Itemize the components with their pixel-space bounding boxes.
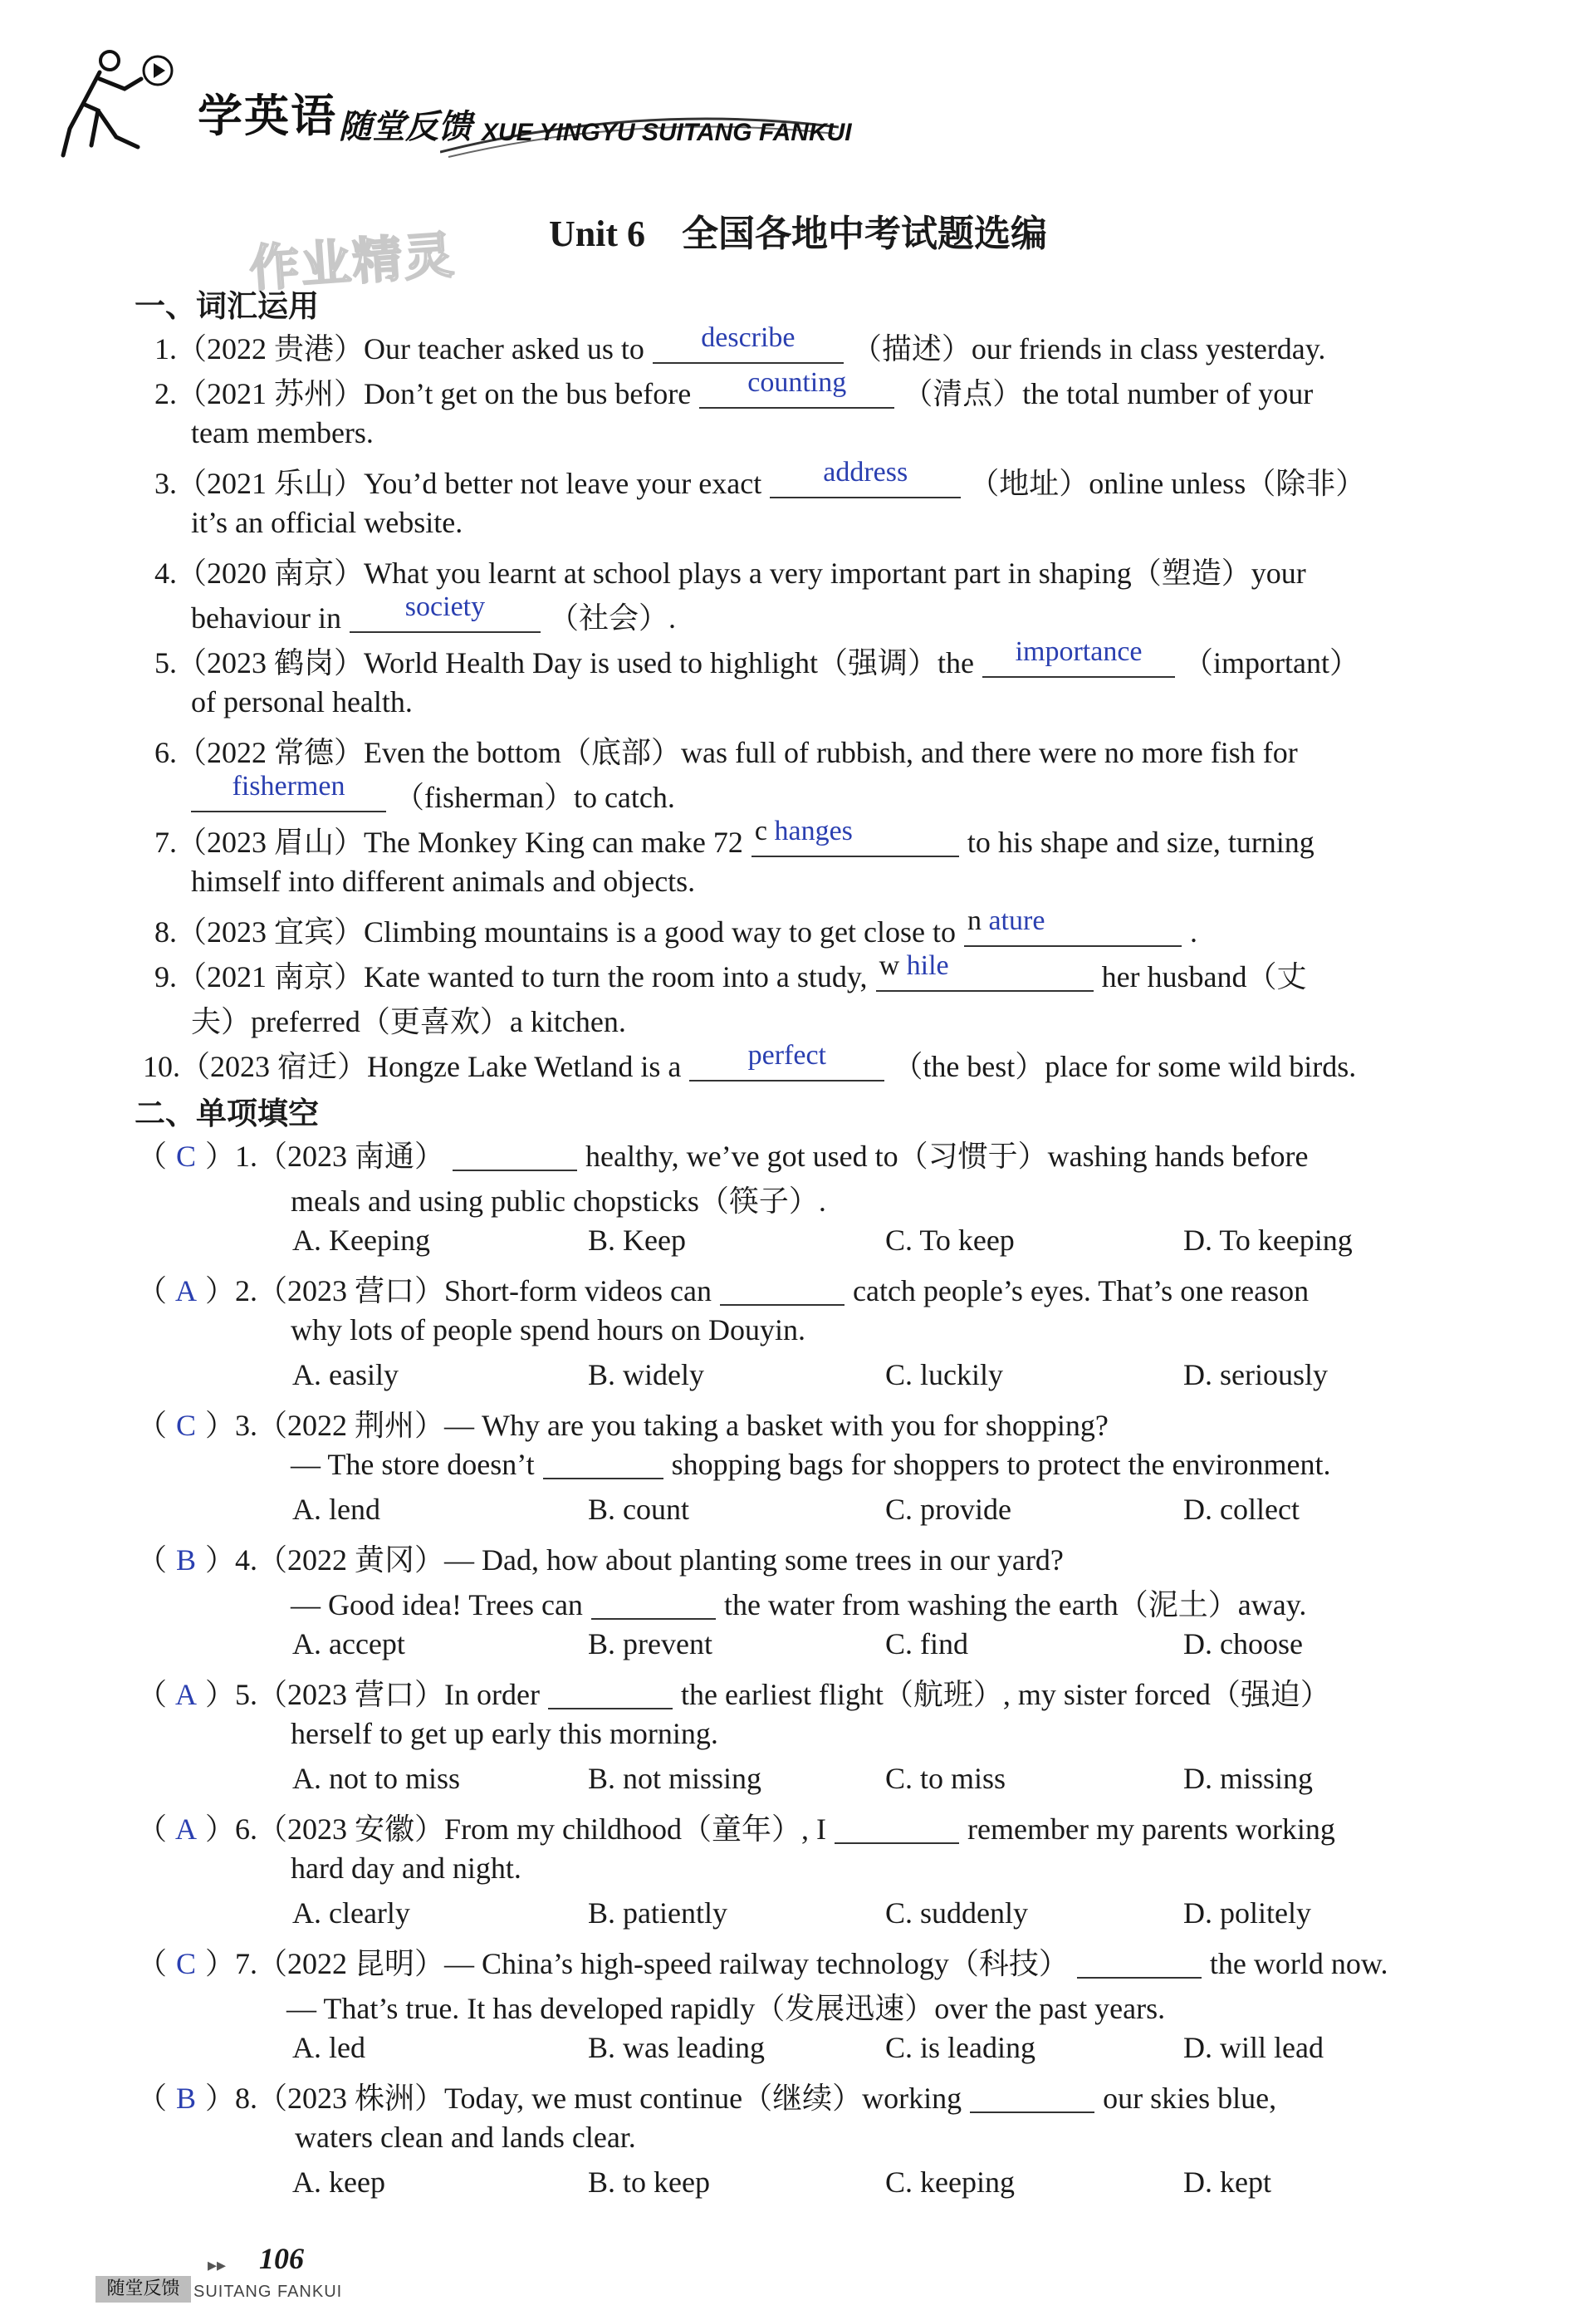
page-number: 106 [259,2242,304,2275]
mc-option[interactable]: A. Keeping [292,1224,430,1257]
runner-figure-icon [58,46,149,162]
mc-option[interactable]: D. politely [1183,1896,1311,1930]
vocab-item-8: 8.（2023 宜宾）Climbing mountains is a good way to get close to n ature . [154,905,1197,949]
mc-question-2-cont: why lots of people spend hours on Douyin. [291,1313,805,1346]
mc-question-1: （ C ）1.（2023 南通） healthy, we’ve got used to（习惯于）washing hands before [137,1140,1309,1173]
mc-question-2: （ A ）2.（2023 营口）Short-form videos can catch people’s eyes. That’s one reason [137,1274,1310,1307]
mc-question-5-cont: herself to get up early this morning. [291,1717,718,1750]
answer-blank[interactable]: society [350,601,541,633]
mc-option[interactable]: D. will lead [1183,2031,1324,2064]
mc-option[interactable]: A. accept [292,1627,405,1660]
page-title: Unit 6 全国各地中考试题选编 [548,213,1048,254]
mc-question-8-cont: waters clean and lands clear. [295,2121,636,2154]
answer-blank[interactable]: counting [699,377,894,409]
vocab-item-2: 2.（2021 苏州）Don’t get on the bus before counting （清点）the total number of your [154,367,1314,410]
mc-option[interactable]: B. to keep [588,2165,710,2199]
mc-answer[interactable]: C [176,1140,197,1173]
mc-question-7-cont: — That’s true. It has developed rapidly（发展迅速）over the past years. [286,1992,1166,2025]
mc-question-3-cont: — The store doesn’t shopping bags for shoppers to protect the environment. [291,1448,1331,1481]
vocab-item-7: 7.（2023 眉山）The Monkey King can make 72 c hanges to his shape and size, turning [154,816,1314,859]
mc-option[interactable]: B. Keep [588,1224,686,1257]
mc-option[interactable]: A. not to miss [292,1762,461,1795]
mc-option[interactable]: D. missing [1183,1762,1314,1795]
mc-option[interactable]: D. collect [1183,1493,1300,1526]
mc-question-1-cont: meals and using public chopsticks（筷子）. [291,1184,826,1218]
mc-option[interactable]: C. keeping [885,2165,1015,2199]
mc-option[interactable]: C. To keep [885,1224,1015,1257]
mc-option[interactable]: C. suddenly [885,1896,1029,1930]
vocab-item-5: 5.（2023 鹤岗）World Health Day is used to highlight（强调）the importance （important） [154,636,1360,679]
logo-latin-text: XUE YINGYU SUITANG FANKUI [482,119,852,146]
mc-option[interactable]: C. find [885,1627,969,1660]
mc-answer[interactable]: A [175,1274,198,1307]
answer-blank[interactable] [720,1274,845,1306]
mc-answer[interactable]: C [176,1947,197,1980]
mc-option[interactable]: C. provide [885,1493,1011,1526]
mc-answer[interactable]: C [176,1409,197,1442]
mc-answer[interactable]: B [176,2082,197,2115]
vocab-item-4: 4.（2020 南京）What you learnt at school plays a very important part in shaping（塑造）your [154,557,1306,590]
answer-blank[interactable] [591,1588,716,1620]
section-heading-single-choice: 二、单项填空 [135,1096,319,1131]
vocab-item-3: 3.（2021 乐山）You’d better not leave your exact address （地址）online unless（除非） [154,457,1366,500]
logo-main-text: 学英语 [198,90,337,142]
mc-option[interactable]: A. keep [292,2165,385,2199]
mc-question-4: （ B ）4.（2022 黄冈）— Dad, how about planting some trees in our yard? [137,1543,1064,1577]
footer-latin: SUITANG FANKUI [193,2283,343,2301]
vocab-item-7-cont: himself into different animals and objects. [191,865,696,898]
answer-blank[interactable]: perfect [689,1050,884,1081]
mc-option[interactable]: B. was leading [588,2031,765,2064]
header-logo [58,46,852,170]
vocab-item-6: 6.（2022 常德）Even the bottom（底部）was full of rubbish, and there were no more fish for [154,736,1298,769]
answer-blank[interactable] [835,1812,959,1844]
answer-blank[interactable]: fishermen [191,781,386,812]
mc-option[interactable]: C. to miss [885,1762,1006,1795]
mc-question-6-cont: hard day and night. [291,1852,521,1885]
mc-option[interactable]: D. kept [1183,2165,1271,2199]
section-heading-vocabulary: 一、词汇运用 [135,288,319,324]
vocab-item-4-cont: behaviour in society （社会）. [191,591,676,635]
logo-sub-text: 随堂反馈 [339,108,472,146]
mc-question-3: （ C ）3.（2022 荆州）— Why are you taking a basket with you for shopping? [137,1409,1109,1442]
answer-blank[interactable] [970,2082,1094,2113]
answer-blank[interactable] [453,1140,577,1171]
answer-blank[interactable] [548,1678,673,1709]
answer-blank[interactable]: describe [653,332,844,364]
mc-question-4-cont: — Good idea! Trees can the water from washing the earth（泥土）away. [291,1588,1307,1621]
watermark: 作业精灵 [247,226,458,299]
double-arrow-icon: ▸▸ [208,2255,227,2276]
vocab-item-10: 10.（2023 宿迁）Hongze Lake Wetland is a perfect （the best）place for some wild birds. [143,1040,1357,1083]
mc-option[interactable]: A. lend [292,1493,380,1526]
answer-blank[interactable]: address [770,467,961,498]
answer-blank[interactable]: n ature [964,915,1182,947]
answer-blank[interactable]: w hile [876,960,1094,992]
mc-option[interactable]: B. widely [588,1358,704,1391]
mc-option[interactable]: D. choose [1183,1627,1303,1660]
vocab-item-3-cont: it’s an official website. [191,506,463,539]
answer-blank[interactable]: importance [982,646,1175,678]
footer-badge: 随堂反馈 [95,2276,191,2303]
vocab-item-1: 1.（2022 贵港）Our teacher asked us to describe （描述）our friends in class yesterday. [154,322,1326,365]
mc-option[interactable]: B. patiently [588,1896,727,1930]
answer-blank[interactable] [1077,1947,1202,1979]
mc-option[interactable]: B. prevent [588,1627,712,1660]
vocab-item-9: 9.（2021 南京）Kate wanted to turn the room into a study, w hile her husband（丈 [154,950,1307,993]
mc-question-8: （ B ）8.（2023 株洲）Today, we must continue（继续）working our skies blue, [137,2082,1277,2115]
mc-answer[interactable]: A [175,1812,198,1846]
answer-blank[interactable] [543,1448,663,1479]
mc-option[interactable]: C. is leading [885,2031,1035,2064]
vocab-item-2-cont: team members. [191,416,374,449]
mc-option[interactable]: A. easily [292,1358,399,1391]
mc-question-6: （ A ）6.（2023 安徽）From my childhood（童年）, I remember my parents working [137,1812,1335,1846]
mc-option[interactable]: D. To keeping [1183,1224,1353,1257]
mc-option[interactable]: A. clearly [292,1896,410,1930]
mc-question-5: （ A ）5.（2023 营口）In order the earliest flight（航班）, my sister forced（强迫） [137,1678,1330,1711]
vocab-item-6-cont: fishermen （fisherman）to catch. [183,774,675,817]
mc-option[interactable]: C. luckily [885,1358,1003,1391]
mc-option[interactable]: B. count [588,1493,689,1526]
vocab-item-5-cont: of personal health. [191,685,413,719]
mc-option[interactable]: D. seriously [1183,1358,1328,1391]
mc-answer[interactable]: B [176,1543,197,1577]
mc-answer[interactable]: A [175,1678,198,1711]
play-icon [141,54,174,87]
answer-blank[interactable]: c hanges [751,826,959,857]
mc-option[interactable]: A. led [292,2031,365,2064]
vocab-item-9-cont: 夫）preferred（更喜欢）a kitchen. [191,1005,626,1038]
mc-question-7: （ C ）7.（2022 昆明）— China’s high-speed railway technology（科技） the world now. [137,1947,1388,1980]
mc-option[interactable]: B. not missing [588,1762,762,1795]
